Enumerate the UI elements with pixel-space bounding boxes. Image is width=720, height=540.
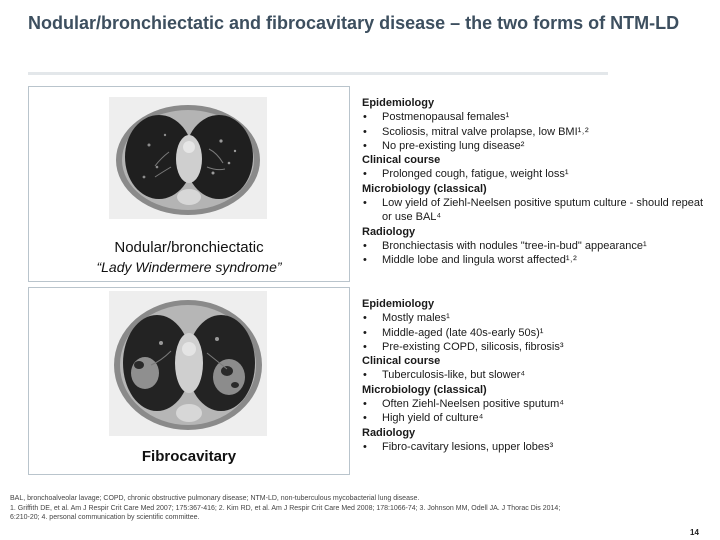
list-item: • Pre-existing COPD, silicosis, fibrosis³ <box>363 340 564 353</box>
footnote-abbreviations: BAL, bronchoalveolar lavage; COPD, chronic obstructive pulmonary disease; NTM-LD, non-tuberculous mycobacterial lung disease. <box>10 495 420 502</box>
section-heading-radiology: Radiology <box>362 426 416 439</box>
nodular-caption: Nodular/bronchiectatic <box>114 239 264 256</box>
list-item: • Middle-aged (late 40s-early 50s)¹ <box>363 326 544 339</box>
fibrocavitary-panel <box>28 287 350 475</box>
section-heading-microbiology: Microbiology (classical) <box>362 383 487 396</box>
section-heading-microbiology: Microbiology (classical) <box>362 182 487 195</box>
slide-title: Nodular/bronchiectatic and fibrocavitary disease – the two forms of NTM-LD <box>28 13 680 33</box>
bullet-icon: • <box>363 398 367 411</box>
section-heading-clinical-course: Clinical course <box>362 154 441 167</box>
bullet-icon: • <box>363 168 367 181</box>
bullet-icon: • <box>363 440 367 453</box>
bullet-icon: • <box>363 197 367 210</box>
list-item: • High yield of culture⁴ <box>363 412 484 425</box>
ct-scan-nodular-svg <box>109 97 267 219</box>
list-item: • Scoliosis, mitral valve prolapse, low BMI¹˒² <box>363 125 589 138</box>
ct-scan-nodular-image <box>109 97 267 219</box>
bullet-icon: • <box>363 369 367 382</box>
bullet-icon: • <box>363 125 367 138</box>
nodular-subcaption: “Lady Windermere syndrome” <box>96 259 282 275</box>
list-item: • Fibro-cavitary lesions, upper lobes³ <box>363 440 554 453</box>
fibrocavitary-caption: Fibrocavitary <box>141 448 237 465</box>
list-item: • Middle lobe and lingula worst affected¹˒² <box>363 254 577 267</box>
section-heading-epidemiology: Epidemiology <box>362 298 435 310</box>
bullet-icon: • <box>363 239 367 252</box>
ct-scan-fibrocavitary-svg <box>109 291 267 436</box>
ct-scan-fibrocavitary-image <box>109 291 267 436</box>
list-item: • Bronchiectasis with nodules "tree-in-bud" appearance¹ <box>363 239 647 252</box>
list-item: • Postmenopausal females¹ <box>363 111 510 124</box>
bullet-icon: • <box>363 412 367 425</box>
page-number: 14 <box>690 528 699 537</box>
list-item: • Mostly males¹ <box>363 312 450 325</box>
nodular-panel <box>28 86 350 282</box>
bullet-icon: • <box>363 340 367 353</box>
footnote-references-cont: 6:210-20; 4. personal communication by scientific committee. <box>10 514 200 521</box>
list-item: • Prolonged cough, fatigue, weight loss¹ <box>363 168 569 181</box>
list-item: • Low yield of Ziehl-Neelsen positive sputum culture - should repeat or use BAL⁴ <box>363 197 703 224</box>
title-divider <box>28 72 608 75</box>
bullet-icon: • <box>363 312 367 325</box>
bullet-icon: • <box>363 326 367 339</box>
list-item: • Tuberculosis-like, but slower⁴ <box>363 369 526 382</box>
section-heading-clinical-course: Clinical course <box>362 355 441 368</box>
footnote <box>10 494 690 523</box>
bullet-icon: • <box>363 254 367 267</box>
list-item: • Often Ziehl-Neelsen positive sputum⁴ <box>363 398 565 411</box>
bullet-icon: • <box>363 139 367 152</box>
section-heading-radiology: Radiology <box>362 225 416 238</box>
list-item: • No pre-existing lung disease² <box>363 139 525 152</box>
footnote-references: 1. Griffith DE, et al. Am J Respir Crit Care Med 2007; 175:367-416; 2. Kim RD, et al. Am J Respir Crit Care Med 2008; 178:1066-74; 3. Johnson MM, Odell JA. J Thorac Dis 2014; <box>10 504 561 512</box>
nodular-info <box>362 96 707 268</box>
bullet-icon: • <box>363 111 367 124</box>
fibrocavitary-info <box>362 297 707 454</box>
section-heading-epidemiology: Epidemiology <box>362 97 435 109</box>
